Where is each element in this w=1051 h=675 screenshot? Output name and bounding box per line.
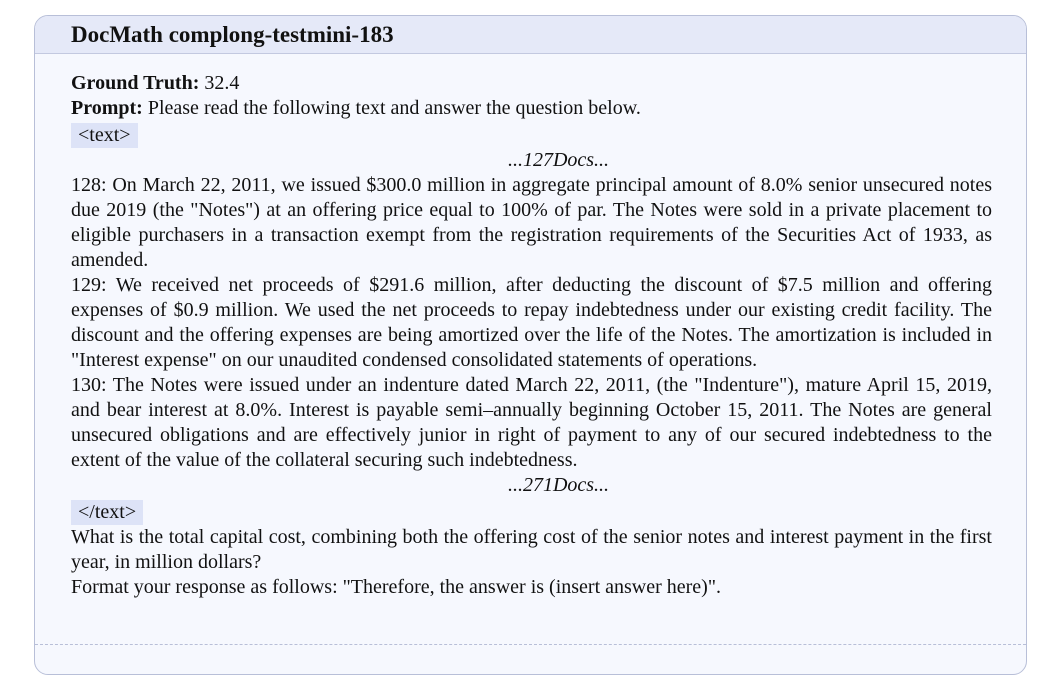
question-text: What is the total capital cost, combining both the offering cost of the senior notes and interest payment in the first year, in million dollars? <box>71 526 992 573</box>
paragraph-130: 130: The Notes were issued under an indenture dated March 22, 2011, (the "Indenture"), mature April 15, 2019, and bear interest at 8.0%. Interest is payable semi–annually beginning October 15, 2011. The Notes are general unsecured obligations and are effectively junior in right of payment to any of our secured indebtedness to the extent of the value of the collateral securing such indebtedness. <box>71 374 992 471</box>
ground-truth-label: Ground Truth: <box>71 72 200 94</box>
card-header <box>35 16 1026 54</box>
paragraph-129: 129: We received net proceeds of $291.6 million, after deducting the discount of $7.5 million and offering expenses of $0.9 million. We used the net proceeds to repay indebtedness under our existing credit facility. The discount and the offering expenses are being amortized over the life of the Notes. The amortization is included in "Interest expense" on our unaudited condensed consolidated statements of operations. <box>71 274 992 371</box>
dashed-divider <box>35 644 1026 645</box>
text-open-tag: <text> <box>71 123 138 148</box>
ground-truth-value: 32.4 <box>204 72 240 94</box>
text-close-tag: </text> <box>71 500 143 525</box>
omitted-docs-before: ...127Docs... <box>507 149 610 171</box>
prompt-label: Prompt: <box>71 97 143 119</box>
format-instruction: Format your response as follows: "Therefore, the answer is (insert answer here)". <box>71 576 722 598</box>
card-title: DocMath complong-testmini-183 <box>71 22 394 47</box>
document-card <box>34 15 1027 675</box>
ground-truth-line <box>71 71 992 96</box>
card-body <box>71 71 992 600</box>
prompt-line <box>71 96 992 121</box>
paragraph-128: 128: On March 22, 2011, we issued $300.0 million in aggregate principal amount of 8.0% senior unsecured notes due 2019 (the "Notes") at an offering price equal to 100% of par. The Notes were sold in a private placement to eligible purchasers in a transaction exempt from the registration requirements of the Securities Act of 1933, as amended. <box>71 174 992 271</box>
omitted-docs-after: ...271Docs... <box>507 474 610 496</box>
prompt-intro: Please read the following text and answer the question below. <box>147 97 641 119</box>
